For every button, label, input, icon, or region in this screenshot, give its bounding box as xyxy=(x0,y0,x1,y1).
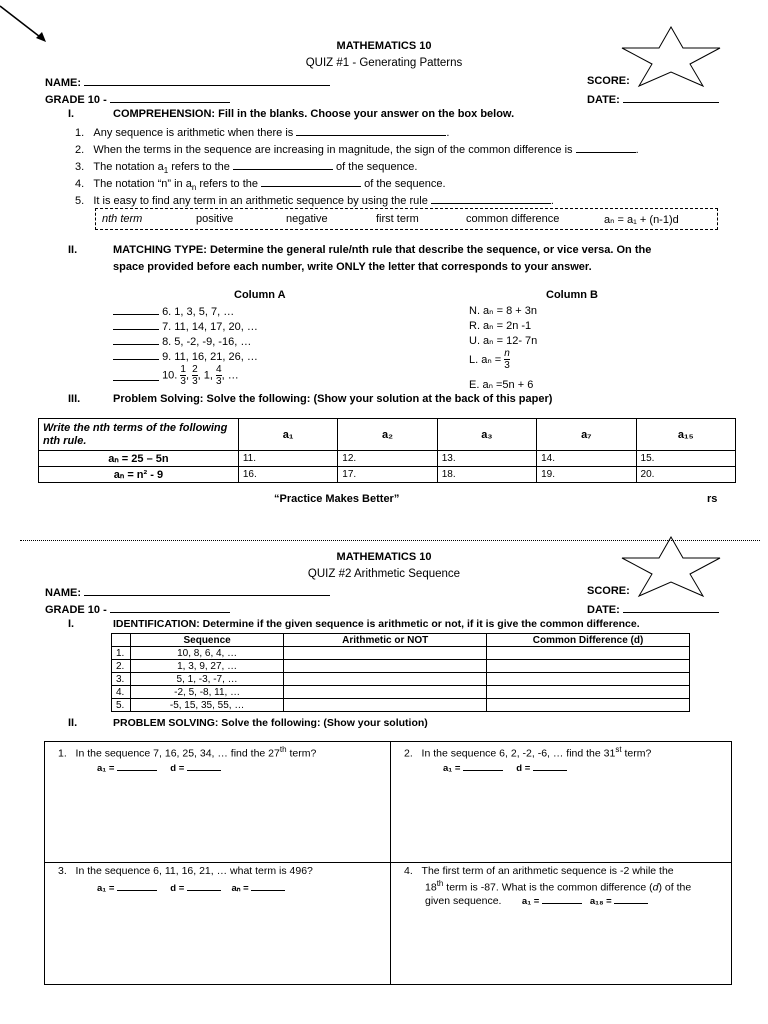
quiz2-subject: MATHEMATICS 10 xyxy=(336,551,432,563)
row-num: 4. xyxy=(112,686,131,699)
quiz1-date-field[interactable]: DATE: xyxy=(587,92,719,106)
q1-item-3[interactable]: 3. The notation $a_1$ refers to the of the sequence. xyxy=(75,161,418,176)
column-b-item: R. aₙ = 2n -1 xyxy=(469,320,532,332)
row-num: 5. xyxy=(112,699,131,712)
column-b-item: E. aₙ =5n + 6 xyxy=(469,379,534,391)
table-row xyxy=(39,451,736,467)
column-b-header: Column B xyxy=(546,289,598,301)
col-head: Sequence xyxy=(130,634,283,647)
quiz2-date-field[interactable]: DATE: xyxy=(587,602,719,616)
star-icon xyxy=(620,26,722,88)
answer-cell[interactable] xyxy=(284,699,487,712)
problem-2[interactable]: 2. In the sequence 6, 2, -2, -6, … find the 31st term? xyxy=(404,745,652,760)
q2-sec2-title: PROBLEM SOLVING: Solve the following: (Show your solution) xyxy=(113,717,428,729)
sequence: 5, 1, -3, -7, … xyxy=(130,673,283,686)
quiz1-score-field[interactable]: SCORE: xyxy=(587,75,630,87)
q1-sec2-title-2: space provided before each number, write ONLY the letter that corresponds to your answer. xyxy=(113,261,592,273)
choice: negative xyxy=(286,213,328,225)
sequence: -2, 5, -8, 11, … xyxy=(130,686,283,699)
quiz2-grade-field[interactable]: GRADE 10 - xyxy=(45,602,230,616)
rule: aₙ = n² - 9 xyxy=(39,467,239,483)
q1-sec1-title: COMPREHENSION: Fill in the blanks. Choose your answer on the box below. xyxy=(113,108,515,120)
q1-sec3-num: III. xyxy=(68,393,81,405)
column-a-item[interactable]: 7. 11, 14, 17, 20, … xyxy=(113,319,258,333)
fraction: $\frac{n}{3}$ xyxy=(504,348,510,371)
col-head: Arithmetic or NOT xyxy=(284,634,487,647)
column-a-item[interactable]: 8. 5, -2, -9, -16, … xyxy=(113,334,251,348)
column-b-item: N. aₙ = 8 + 3n xyxy=(469,305,537,317)
quiz2-name-field[interactable]: NAME: xyxy=(45,585,330,599)
sequence: -5, 15, 35, 55, … xyxy=(130,699,283,712)
table-row xyxy=(112,647,690,660)
problem-1-blanks[interactable]: a₁ = d = xyxy=(97,760,221,774)
answer-cell[interactable]: 17. xyxy=(338,467,437,483)
q1-sec2-num: II. xyxy=(68,244,78,256)
answer-cell[interactable] xyxy=(487,673,690,686)
q1-sec1-num: I. xyxy=(68,108,75,120)
fraction: $\frac{1}{3}$ xyxy=(180,364,186,387)
col-head: a₇ xyxy=(537,419,636,451)
q1-sec3-title: Problem Solving: Solve the following: (Show your solution at the back of this paper) xyxy=(113,393,553,405)
q1-item-1[interactable]: 1. Any sequence is arithmetic when there is . xyxy=(75,127,450,139)
quiz2-title: QUIZ #2 Arithmetic Sequence xyxy=(307,568,461,580)
fraction: $\frac{4}{3}$ xyxy=(216,364,222,387)
column-b-item: L. aₙ = $\frac{n}{3}$ xyxy=(469,348,510,371)
answer-cell[interactable]: 20. xyxy=(636,467,735,483)
q1-sec2-title: MATCHING TYPE: Determine the general rule/nth rule that describe the sequence, or vice versa. On the xyxy=(113,244,652,256)
col-head: a₃ xyxy=(437,419,536,451)
row-num: 1. xyxy=(112,647,131,660)
nth-terms-table xyxy=(38,418,736,483)
answer-cell[interactable] xyxy=(487,660,690,673)
row-num: 2. xyxy=(112,660,131,673)
choices-box xyxy=(95,208,718,230)
answer-cell[interactable] xyxy=(487,686,690,699)
column-a-item[interactable]: 6. 1, 3, 5, 7, … xyxy=(113,304,234,318)
sequence: 10, 8, 6, 4, … xyxy=(130,647,283,660)
problem-2-blanks[interactable]: a₁ = d = xyxy=(443,760,567,774)
column-b-item: U. aₙ = 12- 7n xyxy=(469,335,538,347)
q2-sec1-num: I. xyxy=(68,618,75,630)
choice: nth term xyxy=(102,213,143,225)
q1-item-4[interactable]: 4. The notation “n” in $a_n$ refers to the of the sequence. xyxy=(75,178,446,193)
column-a-item[interactable]: 9. 11, 16, 21, 26, … xyxy=(113,349,258,363)
answer-cell[interactable]: 18. xyxy=(437,467,536,483)
row-num: 3. xyxy=(112,673,131,686)
answer-cell[interactable]: 14. xyxy=(537,451,636,467)
table-head: Write the nth terms of the following nth rule. xyxy=(39,419,239,451)
column-a-item[interactable]: 10. $\frac{1}{3}$ , $\frac{2}{3}$ , 1, $\frac{4}{3}$ , … xyxy=(113,364,239,387)
quiz1-name-field[interactable]: NAME: xyxy=(45,75,330,89)
choice: aₙ = a₁ + (n-1)d xyxy=(604,214,679,226)
table-row xyxy=(112,673,690,686)
problem-4-line3[interactable]: given sequence. a₁ = a₁₈ = xyxy=(425,893,648,907)
problem-1[interactable]: 1. In the sequence 7, 16, 25, 34, … find the 27th term? xyxy=(58,745,317,760)
motto: “Practice Makes Better” xyxy=(274,493,400,505)
answer-cell[interactable] xyxy=(487,699,690,712)
problem-3[interactable]: 3. In the sequence 6, 11, 16, 21, … what term is 496? xyxy=(58,865,313,877)
col-head: a₁₅ xyxy=(636,419,735,451)
answer-cell[interactable] xyxy=(487,647,690,660)
col-head: Common Difference (d) xyxy=(487,634,690,647)
quiz1-title: QUIZ #1 - Generating Patterns xyxy=(305,57,463,69)
quiz2-score-field[interactable]: SCORE: xyxy=(587,585,630,597)
grid-divider xyxy=(44,862,731,863)
choice: common difference xyxy=(466,213,560,225)
table-row xyxy=(39,467,736,483)
column-a-header: Column A xyxy=(234,289,286,301)
initials: rs xyxy=(707,493,718,505)
answer-cell[interactable]: 11. xyxy=(238,451,337,467)
quiz1-subject: MATHEMATICS 10 xyxy=(336,40,432,52)
table-row xyxy=(112,699,690,712)
problem-4-line2: 18th term is -87. What is the common difference (d) of the xyxy=(425,879,692,894)
quiz1-grade-field[interactable]: GRADE 10 - xyxy=(45,92,230,106)
col-head: a₁ xyxy=(238,419,337,451)
q1-item-5[interactable]: 5. It is easy to find any term in an arithmetic sequence by using the rule . xyxy=(75,195,554,207)
star-icon xyxy=(620,536,722,598)
problem-3-blanks[interactable]: a₁ = d = aₙ = xyxy=(97,880,285,894)
table-row xyxy=(112,686,690,699)
choice: first term xyxy=(376,213,419,225)
rule: aₙ = 25 – 5n xyxy=(39,451,239,467)
answer-cell[interactable]: 16. xyxy=(238,467,337,483)
table-row xyxy=(112,660,690,673)
answer-cell[interactable]: 12. xyxy=(338,451,437,467)
answer-cell[interactable] xyxy=(284,686,487,699)
answer-cell[interactable]: 19. xyxy=(537,467,636,483)
col-head: a₂ xyxy=(338,419,437,451)
answer-cell[interactable] xyxy=(284,647,487,660)
answer-cell[interactable] xyxy=(284,673,487,686)
problem-4[interactable]: 4. The first term of an arithmetic sequence is -2 while the xyxy=(404,865,674,877)
sequence: 1, 3, 9, 27, … xyxy=(130,660,283,673)
q2-sec2-num: II. xyxy=(68,717,78,729)
choice: positive xyxy=(196,213,234,225)
answer-cell[interactable] xyxy=(284,660,487,673)
identification-table xyxy=(111,633,690,712)
fraction: $\frac{2}{3}$ xyxy=(192,364,198,387)
q2-sec1-title: IDENTIFICATION: Determine if the given sequence is arithmetic or not, if it is give the common difference. xyxy=(113,618,640,630)
q1-item-2[interactable]: 2. When the terms in the sequence are increasing in magnitude, the sign of the common difference is . xyxy=(75,144,639,156)
problem-grid xyxy=(44,741,732,985)
answer-cell[interactable]: 15. xyxy=(636,451,735,467)
answer-cell[interactable]: 13. xyxy=(437,451,536,467)
